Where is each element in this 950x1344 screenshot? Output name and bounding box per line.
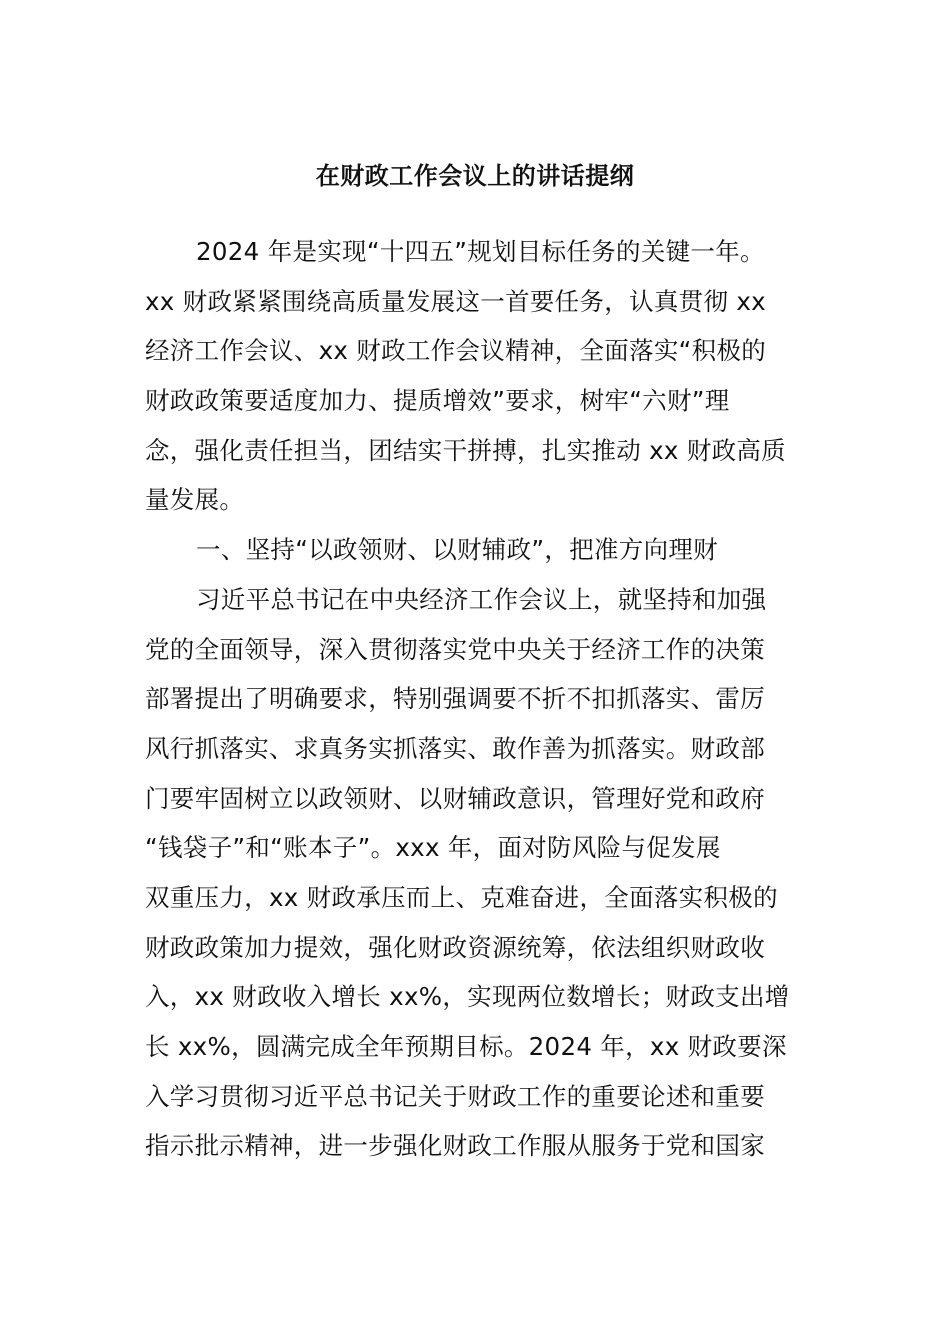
paragraph-1-line-5: 念，强化责任担当，团结实干拼搏，扎实推动 xx 财政高质 — [145, 435, 786, 465]
document-title: 在财政工作会议上的讲话提纲 — [315, 162, 635, 190]
paragraph-1-line-2: xx 财政紧紧围绕高质量发展这一首要任务，认真贯彻 xx — [145, 286, 766, 316]
paragraph-2-line-7: 双重压力，xx 财政承压而上、克难奋进，全面落实积极的 — [145, 882, 778, 912]
document-body — [145, 227, 815, 1171]
paragraph-2-line-1: 习近平总书记在中央经济工作会议上，就坚持和加强 — [196, 584, 767, 614]
paragraph-2-line-8: 财政政策加力提效，强化财政资源统筹，依法组织财政收 — [145, 932, 765, 962]
paragraph-2-line-6: “钱袋子”和“账本子”。xxx 年，面对防风险与促发展 — [145, 833, 721, 863]
paragraph-2-line-10: 长 xx%，圆满完成全年预期目标。2024 年，xx 财政要深 — [145, 1032, 787, 1061]
paragraph-1-line-4: 财政政策要适度加力、提质增效”要求，树牢“六财”理 — [145, 386, 730, 416]
paragraph-2-line-5: 门要牢固树立以政领财、以财辅政意识，管理好党和政府 — [145, 783, 765, 813]
paragraph-1-line-3: 经济工作会议、xx 财政工作会议精神，全面落实“积极的 — [145, 336, 767, 366]
paragraph-2-line-2: 党的全面领导，深入贯彻落实党中央关于经济工作的决策 — [145, 634, 765, 664]
paragraph-2-line-4: 风行抓落实、求真务实抓落实、敢作善为抓落实。财政部 — [145, 733, 765, 763]
paragraph-1-line-1: 2024 年是实现“十四五”规划目标任务的关键一年。 — [196, 237, 765, 266]
paragraph-1-line-6: 量发展。 — [145, 485, 245, 515]
section-heading-1: 一、坚持“以政领财、以财辅政”，把准方向理财 — [196, 535, 718, 565]
paragraph-2-line-11: 入学习贯彻习近平总书记关于财政工作的重要论述和重要 — [145, 1081, 765, 1111]
paragraph-2-line-3: 部署提出了明确要求，特别强调要不折不扣抓落实、雷厉 — [145, 684, 765, 714]
paragraph-2-line-12: 指示批示精神，进一步强化财政工作服从服务于党和国家 — [145, 1131, 765, 1161]
paragraph-2-line-9: 入，xx 财政收入增长 xx%，实现两位数增长；财政支出增 — [145, 982, 790, 1012]
